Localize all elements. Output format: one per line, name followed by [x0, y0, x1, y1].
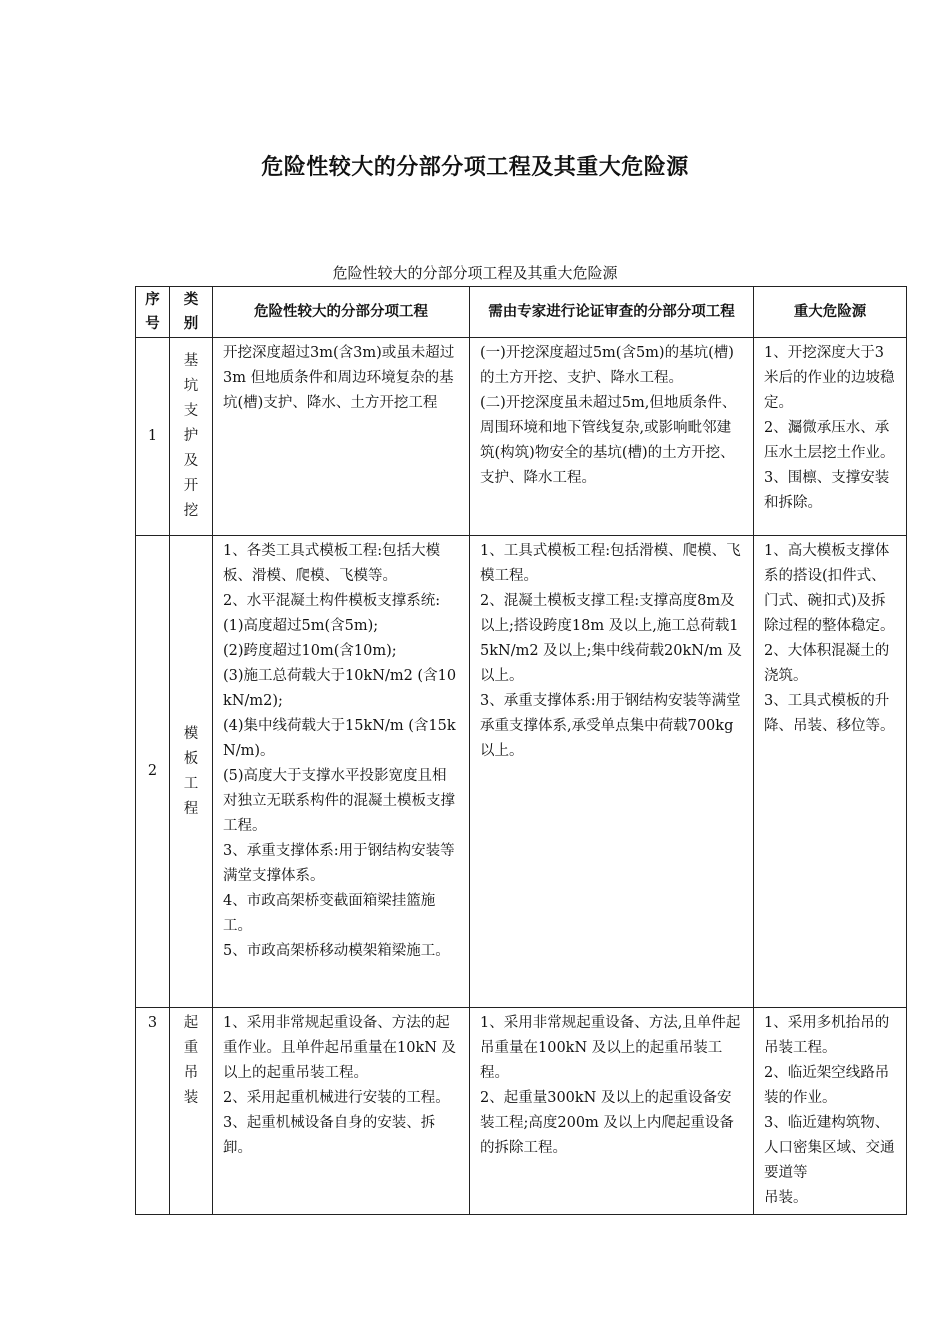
row-works-line: (2)跨度超过10m(含10m);	[223, 643, 397, 659]
row-expert-cell	[470, 1008, 754, 1215]
row-hazards-cell	[754, 1008, 907, 1215]
header-index: 序号	[136, 287, 170, 338]
table-row	[136, 1008, 907, 1215]
row-index: 3	[136, 1008, 170, 1215]
row-index: 2	[136, 536, 170, 1008]
row-expert-line: 1、工具式模板工程:包括滑模、爬模、飞模工程。	[480, 543, 741, 584]
document-title: 危险性较大的分部分项工程及其重大危险源	[261, 155, 689, 180]
row-expert-line: (一)开挖深度超过5m(含5m)的基坑(槽)的土方开挖、支护、降水工程。	[480, 345, 734, 386]
header-works: 危险性较大的分部分项工程	[213, 287, 470, 338]
hazard-table	[135, 286, 907, 1215]
row-expert-line: 1、采用非常规起重设备、方法,且单件起吊重量在100kN 及以上的起重吊装工程。	[480, 1015, 741, 1081]
row-works-line: (4)集中线荷载大于15kN/m (含15kN/m)。	[223, 718, 456, 759]
row-works-line: 3、承重支撑体系:用于钢结构安装等满堂支撑体系。	[223, 843, 455, 884]
row-works-line: 开挖深度超过3m(含3m)或虽未超过3m 但地质条件和周边环境复杂的基坑(槽)支护、降水、土方开挖工程	[223, 345, 455, 411]
row-hazards-line: 1、采用多机抬吊的吊装工程。	[764, 1015, 890, 1056]
table-row	[136, 338, 907, 536]
header-row	[136, 287, 907, 338]
row-works-cell	[213, 1008, 470, 1215]
row-category	[170, 1008, 213, 1215]
row-hazards-line: 1、开挖深度大于3米后的作业的边坡稳定。	[764, 345, 895, 411]
header-category: 类别	[170, 287, 213, 338]
header-expert: 需由专家进行论证审查的分部分项工程	[470, 287, 754, 338]
row-index: 1	[136, 338, 170, 536]
row-hazards-line: 吊装。	[764, 1190, 808, 1206]
row-works-line: (3)施工总荷载大于10kN/m2 (含10kN/m2);	[223, 668, 457, 709]
table-row	[136, 536, 907, 1008]
row-category	[170, 536, 213, 1008]
row-works-line: (5)高度大于支撑水平投影宽度且相对独立无联系构件的混凝土模板支撑工程。	[223, 768, 455, 834]
row-works-line: 1、采用非常规起重设备、方法的起重作业。且单件起吊重量在10kN 及以上的起重吊装工程。	[223, 1015, 457, 1081]
row-category	[170, 338, 213, 536]
row-works-line: 4、市政高架桥变截面箱梁挂篮施工。	[223, 893, 436, 934]
row-works-cell	[213, 338, 470, 536]
row-works-line: 3、起重机械设备自身的安装、拆卸。	[223, 1115, 436, 1156]
row-hazards-line: 1、高大模板支撑体系的搭设(扣件式、门式、碗扣式)及拆除过程的整体稳定。	[764, 543, 895, 634]
row-expert-cell	[470, 338, 754, 536]
table-caption: 危险性较大的分部分项工程及其重大危险源	[332, 264, 618, 282]
row-hazards-line: 3、临近建构筑物、人口密集区域、交通要道等	[764, 1115, 895, 1181]
row-hazards-cell	[754, 536, 907, 1008]
row-expert-line: 2、起重量300kN 及以上的起重设备安装工程;高度200m 及以上内爬起重设备的拆除工程。	[480, 1090, 734, 1156]
row-expert-line: 3、承重支撑体系:用于钢结构安装等满堂承重支撑体系,承受单点集中荷载700kg以上。	[480, 693, 741, 759]
row-hazards-line: 3、工具式模板的升降、吊装、移位等。	[764, 693, 895, 734]
row-category-label: 模板工程	[183, 725, 199, 817]
row-expert-line: (二)开挖深度虽未超过5m,但地质条件、周围环境和地下管线复杂,或影响毗邻建筑(构筑)物安全的基坑(槽)的土方开挖、支护、降水工程。	[480, 395, 737, 486]
row-works-line: (1)高度超过5m(含5m);	[223, 618, 379, 634]
row-hazards-line: 3、围檩、支撑安装和拆除。	[764, 470, 890, 511]
row-expert-line: 2、混凝土模板支撑工程:支撑高度8m及以上;搭设跨度18m 及以上,施工总荷载15kN/m2 及以上;集中线荷载20kN/m 及以上。	[480, 593, 742, 684]
row-hazards-line: 2、临近架空线路吊装的作业。	[764, 1065, 890, 1106]
row-expert-cell	[470, 536, 754, 1008]
row-category-label: 起重吊装	[183, 1015, 199, 1106]
row-works-cell	[213, 536, 470, 1008]
row-works-line: 1、各类工具式模板工程:包括大模板、滑模、爬模、飞模等。	[223, 543, 441, 584]
header-hazards: 重大危险源	[754, 287, 907, 338]
row-works-line: 2、采用起重机械进行安装的工程。	[223, 1090, 450, 1106]
row-works-line: 5、市政高架桥移动模架箱梁施工。	[223, 943, 450, 959]
row-hazards-cell	[754, 338, 907, 536]
row-hazards-line: 2、灟微承压水、承压水土层挖土作业。	[764, 420, 895, 461]
row-category-label: 基坑支护及开挖	[183, 353, 199, 519]
row-hazards-line: 2、大体积混凝土的浇筑。	[764, 643, 890, 684]
row-works-line: 2、水平混凝土构件模板支撑系统:	[223, 593, 441, 609]
